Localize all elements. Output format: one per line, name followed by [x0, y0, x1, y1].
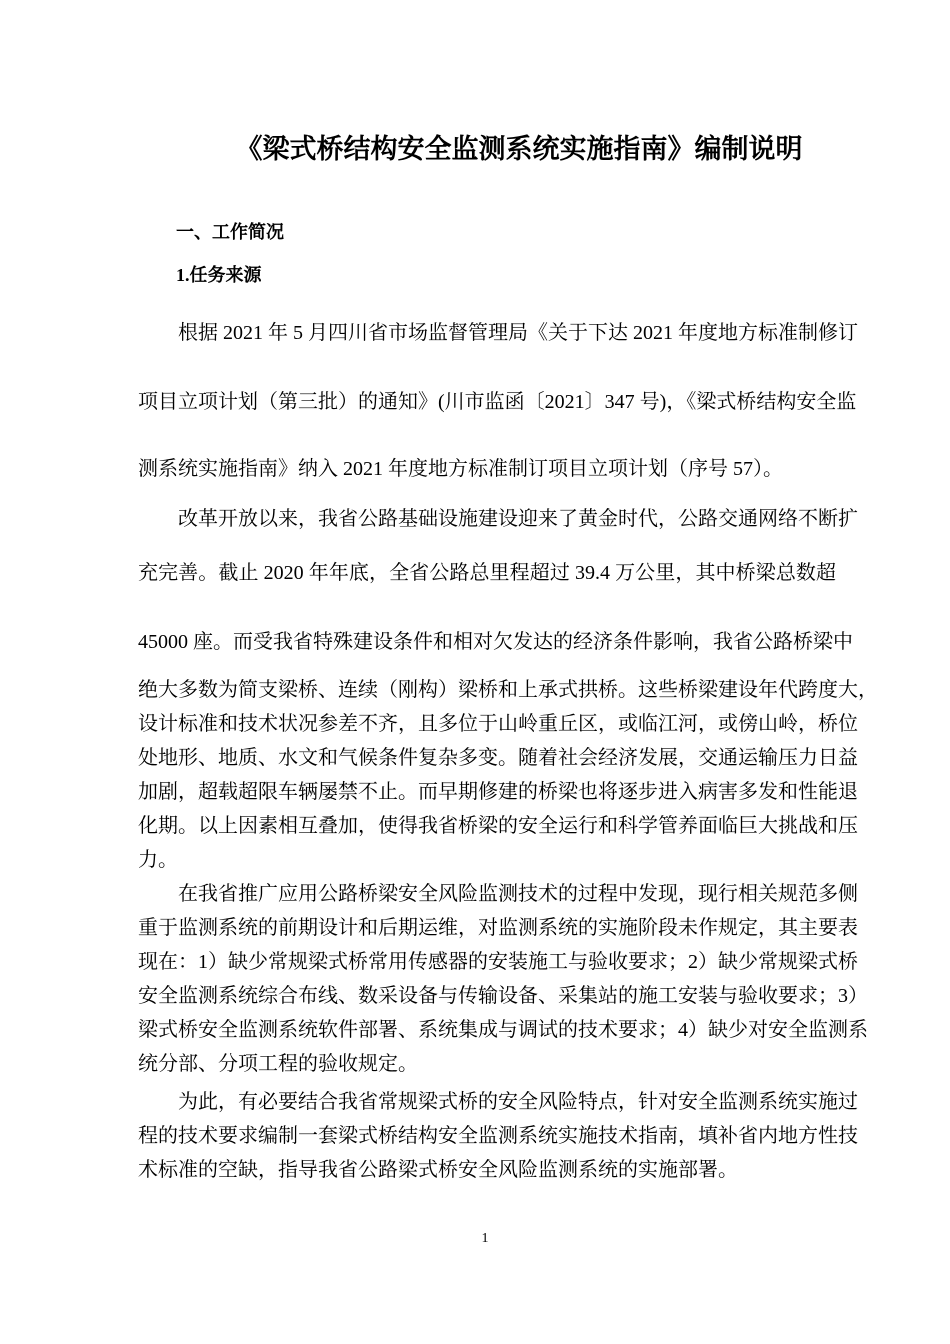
- subsection-heading: 1.任务来源: [176, 265, 262, 285]
- text-line: 现在：1）缺少常规梁式桥常用传感器的安装施工与验收要求；2）缺少常规梁式桥: [138, 951, 858, 973]
- document-title: 《梁式桥结构安全监测系统实施指南》编制说明: [235, 134, 803, 164]
- section-heading: 一、工作简况: [176, 222, 284, 242]
- text-line: 设计标准和技术状况参差不齐，且多位于山岭重丘区，或临江河，或傍山岭，桥位: [138, 713, 858, 735]
- text-line: 统分部、分项工程的验收规定。: [138, 1053, 418, 1075]
- text-line: 力。: [138, 849, 178, 871]
- text-line: 改革开放以来，我省公路基础设施建设迎来了黄金时代，公路交通网络不断扩: [178, 508, 858, 530]
- text-line: 45000 座。而受我省特殊建设条件和相对欠发达的经济条件影响，我省公路桥梁中: [138, 631, 853, 653]
- text-line: 化期。以上因素相互叠加，使得我省桥梁的安全运行和科学管养面临巨大挑战和压: [138, 815, 858, 837]
- text-line: 梁式桥安全监测系统软件部署、系统集成与调试的技术要求；4）缺少对安全监测系: [138, 1019, 868, 1041]
- text-line: 处地形、地质、水文和气候条件复杂多变。随着社会经济发展，交通运输压力日益: [138, 747, 858, 769]
- text-line: 绝大多数为简支梁桥、连续（刚构）梁桥和上承式拱桥。这些桥梁建设年代跨度大，: [138, 679, 878, 701]
- text-line: 安全监测系统综合布线、数采设备与传输设备、采集站的施工安装与验收要求；3）: [138, 985, 868, 1007]
- text-line: 根据 2021 年 5 月四川省市场监督管理局《关于下达 2021 年度地方标准制修订: [178, 322, 858, 344]
- text-line: 项目立项计划（第三批）的通知》(川市监函〔2021〕347 号)，《梁式桥结构安全监: [138, 391, 857, 413]
- page-number: 1: [481, 1231, 489, 1246]
- text-line: 为此，有必要结合我省常规梁式桥的安全风险特点，针对安全监测系统实施过: [178, 1091, 858, 1113]
- text-line: 重于监测系统的前期设计和后期运维，对监测系统的实施阶段未作规定，其主要表: [138, 917, 858, 939]
- text-line: 在我省推广应用公路桥梁安全风险监测技术的过程中发现，现行相关规范多侧: [178, 883, 858, 905]
- text-line: 测系统实施指南》纳入 2021 年度地方标准制订项目立项计划（序号 57）。: [138, 458, 783, 480]
- text-line: 程的技术要求编制一套梁式桥结构安全监测系统实施技术指南，填补省内地方性技: [138, 1125, 858, 1147]
- text-line: 充完善。截止 2020 年年底，全省公路总里程超过 39.4 万公里，其中桥梁总数超: [138, 562, 836, 584]
- text-line: 加剧，超载超限车辆屡禁不止。而早期修建的桥梁也将逐步进入病害多发和性能退: [138, 781, 858, 803]
- text-line: 术标准的空缺，指导我省公路梁式桥安全风险监测系统的实施部署。: [138, 1159, 738, 1181]
